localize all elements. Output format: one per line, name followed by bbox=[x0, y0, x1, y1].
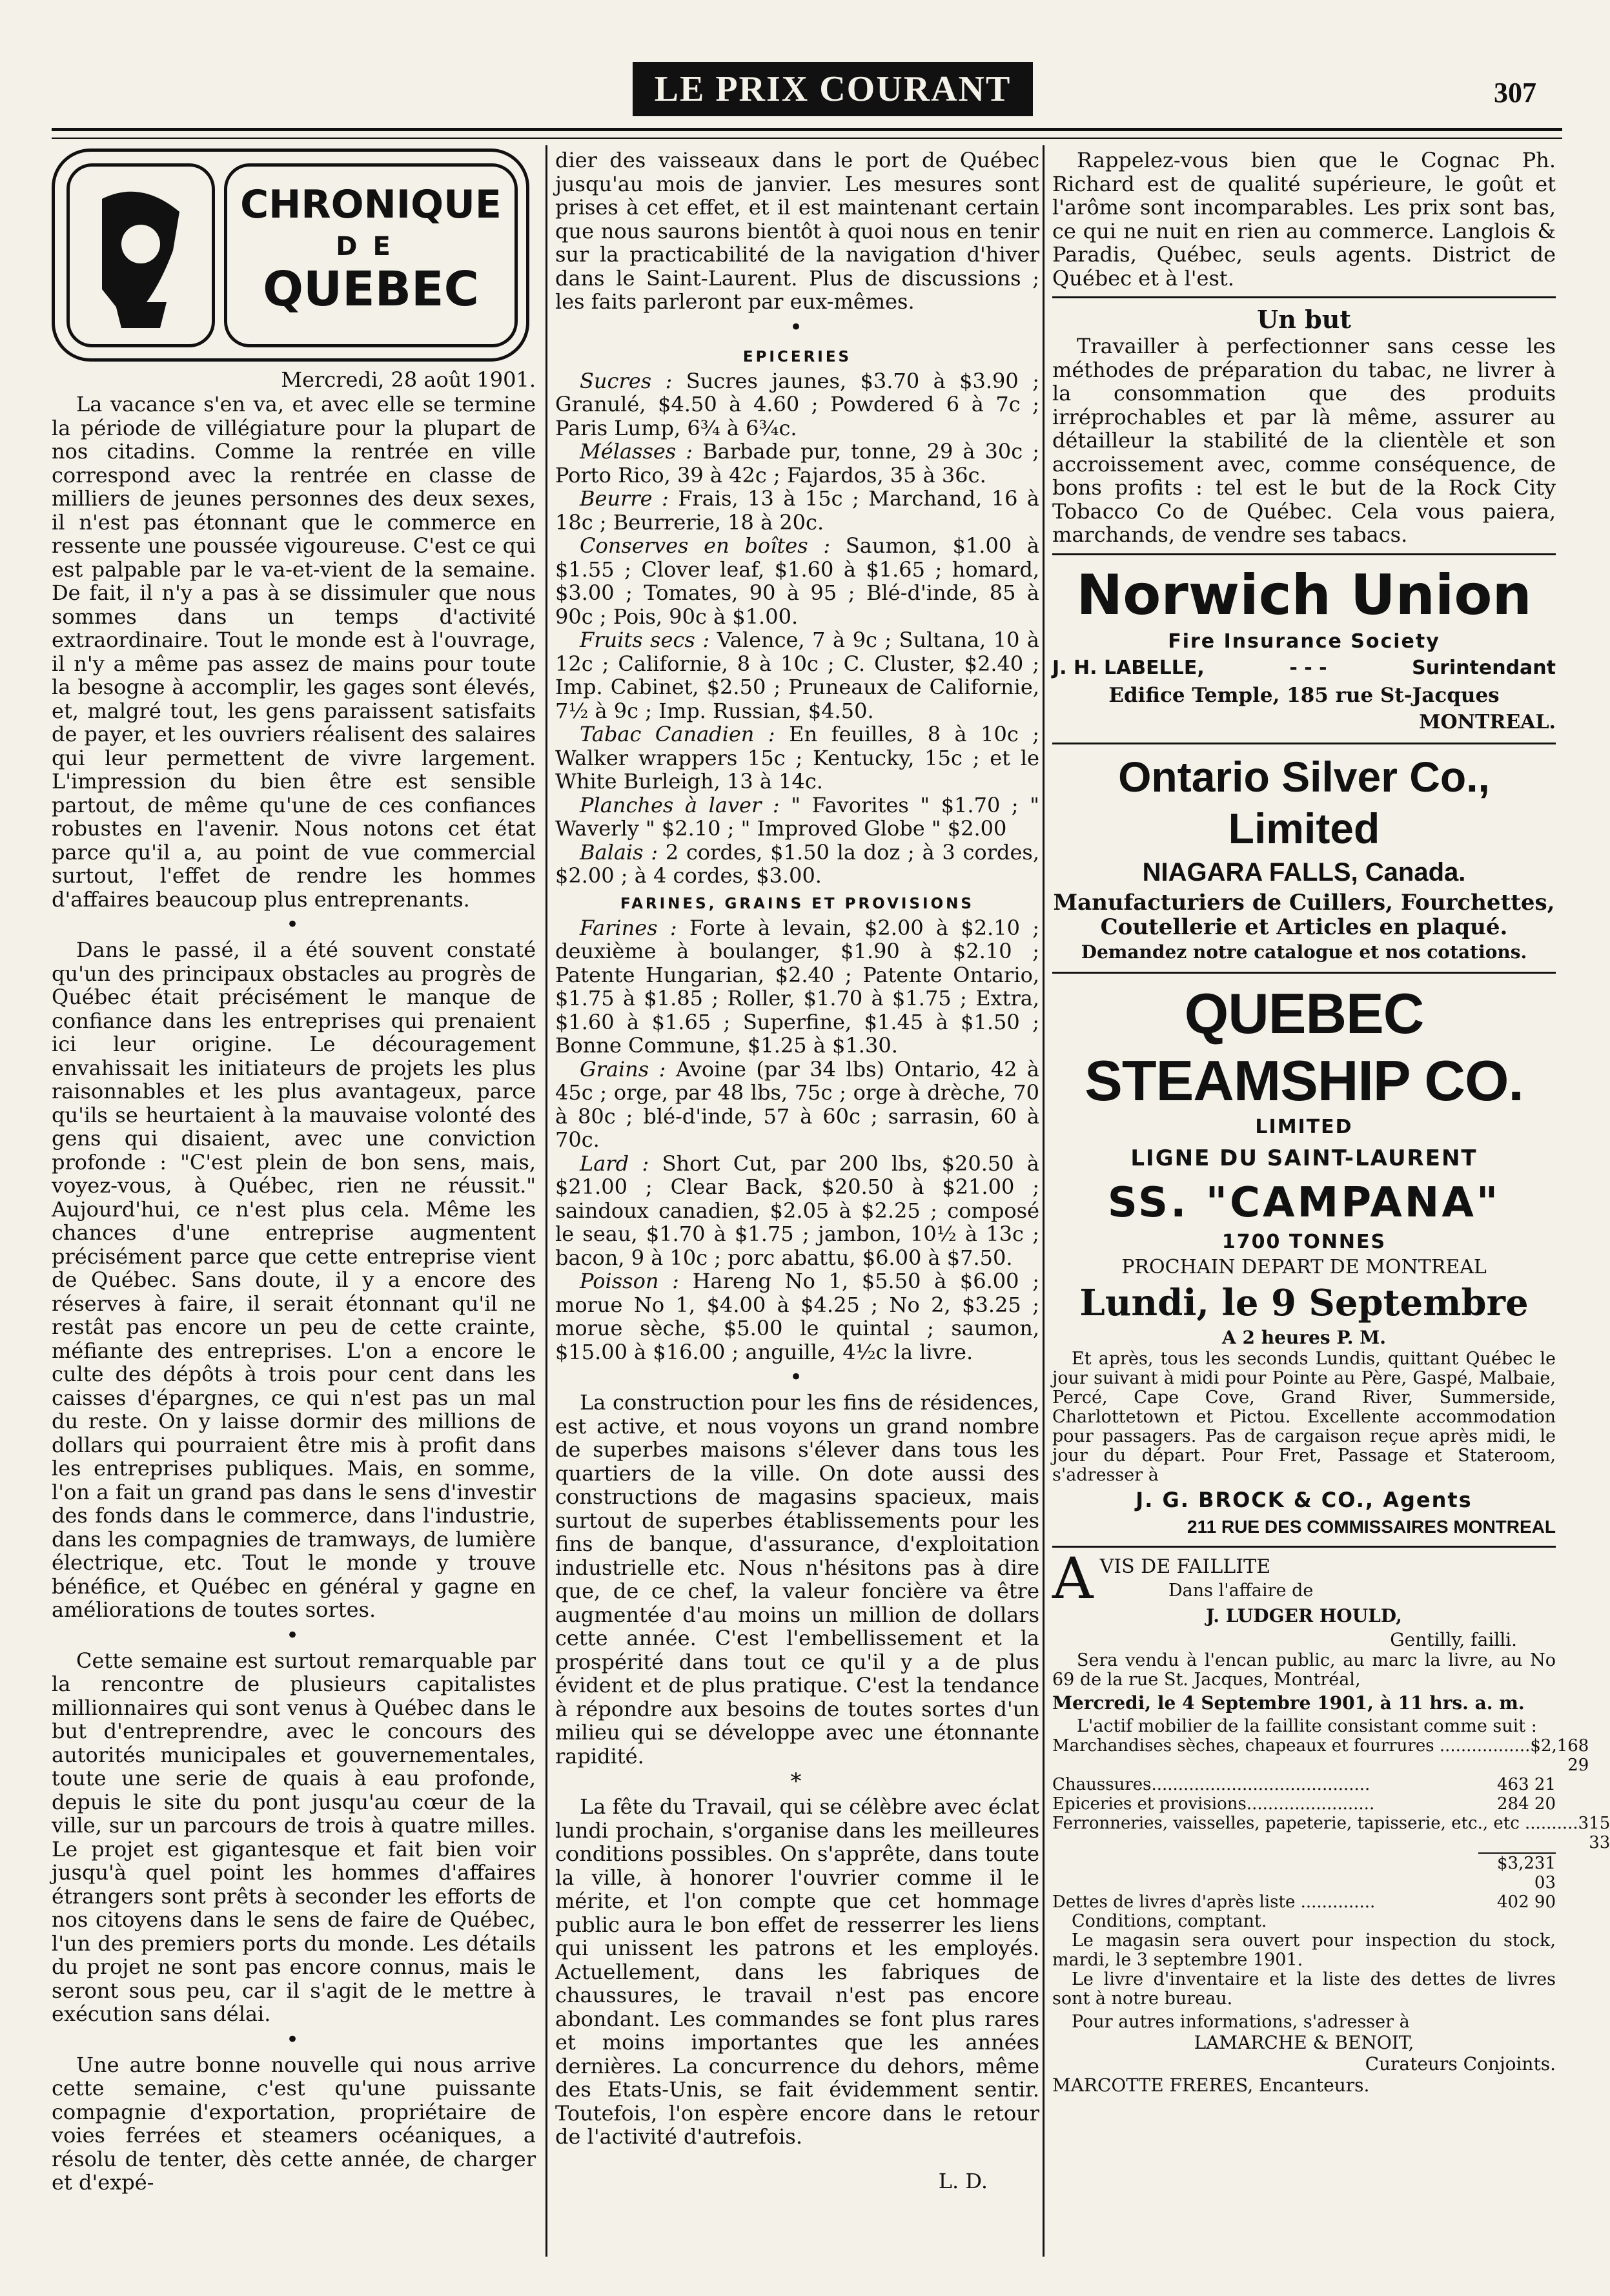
article-paragraph: La fête du Travail, qui se célèbre avec éclat lundi prochain, s'organise dans les meilleures conditions possibles. On s'apprête, dans toute la ville, à honorer l'ouvrier comme il le mérite, et l'on compte que cet hommage public aura le bon effet de resserrer les liens qui unissent les patrons et les employés. Actuellement, dans les fabriques de chaussures, le travail n'est pas encore abondant. Les commandes se font plus rares et moins importantes que les années dernières. La concurrence du dehors, même des Etats-Unis, se fait évidemment sentir. Toutefois, l'on espère encore dans le retour de l'activité d'autrefois. bbox=[555, 1794, 1039, 2149]
avis-place: Gentilly, failli. bbox=[1390, 1628, 1517, 1650]
masthead-rule bbox=[52, 128, 1562, 139]
divider bbox=[1052, 972, 1556, 974]
avis-vente: Sera vendu à l'encan public, au marc la livre, au No 69 de la rue St. Jacques, Montréal, bbox=[1052, 1650, 1556, 1690]
price-entry-text: En feuilles, 8 à 10c ; Walker wrappers 15c ; Kentucky, 15c ; et le White Burleigh, 13 à 14c. bbox=[555, 722, 1040, 794]
publication-title: LE PRIX COURANT bbox=[633, 62, 1033, 116]
divider bbox=[1052, 296, 1556, 298]
norwich-city: MONTREAL. bbox=[1419, 710, 1556, 733]
avis-livre: Le livre d'inventaire et la liste des dettes de livres sont à notre bureau. bbox=[1052, 1969, 1556, 2009]
separator: • bbox=[285, 1622, 302, 1648]
ontario-text: Manufacturiers de Cuillers, Fourchettes, Coutellerie et Articles en plaqué. bbox=[1053, 889, 1555, 940]
farines-list bbox=[555, 916, 1039, 1364]
avis-name: J. LUDGER HOULD, bbox=[1206, 1604, 1402, 1626]
price-entry-label: Poisson : bbox=[580, 1269, 679, 1293]
price-entry-text: Sucres jaunes, $3.70 à $3.90 ; Granulé, $4.50 à 4.60 ; Powdered 6 à 7c ; Paris Lump, 6¾ à 6¾c. bbox=[555, 368, 1039, 440]
price-entry bbox=[555, 1152, 1039, 1270]
price-entry bbox=[555, 723, 1039, 794]
masthead bbox=[52, 50, 1562, 128]
ontario-silver-ad bbox=[1052, 751, 1556, 965]
logo-line-1: CHRONIQUE bbox=[240, 182, 502, 227]
steamship-text: Et après, tous les seconds Lundis, quittant Québec le jour suivant à midi pour Pointe au Père, Gaspé, Malbaie, Percé, Cape Cove, Grand River, Summerside, Charlottetown et Pictou. Excellente accommodation pour passagers. Pas de cargaison reçue après midi, le jour du départ. Pour Fret, Passage et Stateroom, s'adresser à bbox=[1052, 1348, 1556, 1485]
logo-line-3: QUEBEC bbox=[263, 261, 479, 317]
price-entry bbox=[555, 628, 1039, 723]
column-divider bbox=[545, 145, 547, 2257]
inventory-value: 284 20 bbox=[1497, 1794, 1556, 1814]
price-entry-label: Grains : bbox=[580, 1056, 666, 1081]
price-entry bbox=[555, 794, 1039, 841]
inventory-label: Marchandises sèches, chapeaux et fourrures ................. bbox=[1052, 1736, 1531, 1756]
logo-line-2: DE bbox=[336, 232, 406, 261]
cognac-notice: Rappelez-vous bien que le Cognac Ph. Richard est de qualité supérieure, le goût et l'arôme sont incomparables. Les prix sont bas, ce qui ne nuit en rien au commerce. Langlois & Paradis, Québec, seuls agents. District de Québec et à l'est. bbox=[1052, 148, 1556, 291]
price-entry-label: Lard : bbox=[580, 1151, 649, 1176]
author-signature: L. D. bbox=[938, 2168, 988, 2193]
dettes-row: Dettes de livres d'après liste .............. 402 90 bbox=[1052, 1892, 1556, 1912]
column-1 bbox=[52, 149, 536, 2195]
avis-actif: L'actif mobilier de la faillite consistant comme suit : bbox=[1077, 1716, 1537, 1736]
steamship-date: Lundi, le 9 Septembre bbox=[1079, 1281, 1529, 1324]
section-heading-epiceries: EPICERIES bbox=[742, 348, 852, 365]
steamship-limited: LIMITED bbox=[1255, 1115, 1353, 1138]
separator: • bbox=[285, 2026, 302, 2053]
price-entry-label: Mélasses : bbox=[580, 439, 693, 464]
price-entry-text: Saumon, $1.00 à $1.55 ; Clover leaf, $1.60 à $1.65 ; homard, $3.00 ; Tomates, 90 à 95 ; Blé-d'inde, 85 à 90c ; Pois, 90c à $1.00. bbox=[555, 533, 1040, 629]
ontario-title: Ontario Silver Co., Limited bbox=[1118, 752, 1490, 852]
norwich-title: Norwich Union bbox=[1076, 562, 1532, 628]
section-heading-farines: FARINES, GRAINS ET PROVISIONS bbox=[620, 895, 974, 912]
avis-conditions: Conditions, comptant. bbox=[1072, 1911, 1267, 1931]
price-entry-label: Fruits secs : bbox=[580, 628, 710, 652]
divider bbox=[1052, 743, 1556, 744]
article-paragraph: La vacance s'en va, et avec elle se termine la période de villégiature pour la plupart de nos citadins. Comme la rentrée en ville correspond avec la rentrée en classe de milliers de jeunes personnes des deux sexes, il n'est pas étonnant que le commerce en ressente une poussée vigoureuse. C'est ce qui est palpable par le va-et-vient de la semaine. De fait, il n'y a pas à se dissimuler que nous sommes dans un temps d'activité extraordinaire. Tout le monde est à l'ouvrage, il n'y a même pas assez de mains pour toute la besogne à accomplir, les gages sont élevés, et, malgré tout, les gens paraissent satisfaits de payer, et les ouvriers réalisent des salaires qui leur permettent de vivre largement. L'impression du bien être est sensible partout, de même qu'une de ces confiances robustes en l'avenir. Nous notons cet état parce qu'il a, au point de vue commercial surtout, l'effet de rendre les hommes d'affaires beaucoup plus entreprenants. bbox=[52, 392, 536, 912]
price-entry-text: Frais, 13 à 15c ; Marchand, 16 à 18c ; Beurrerie, 18 à 20c. bbox=[555, 486, 1040, 535]
avis-dans: Dans l'affaire de bbox=[1168, 1580, 1314, 1601]
avis-curateurs: LAMARCHE & BENOIT, bbox=[1194, 2031, 1414, 2053]
ontario-cta: Demandez notre catalogue et nos cotations. bbox=[1081, 941, 1527, 963]
quebec-steamship-ad bbox=[1052, 980, 1556, 1539]
price-entry-label: Conserves en boîtes : bbox=[580, 533, 831, 558]
steamship-ligne: LIGNE DU SAINT-LAURENT bbox=[1130, 1145, 1478, 1171]
avis-date: Mercredi, le 4 Septembre 1901, à 11 hrs. a. m. bbox=[1052, 1692, 1525, 1714]
inventory-row bbox=[1052, 1813, 1610, 1852]
norwich-union-ad bbox=[1052, 562, 1556, 736]
ontario-city: NIAGARA FALLS, Canada. bbox=[1142, 857, 1466, 887]
price-entry bbox=[555, 916, 1039, 1058]
avis-inspection: Le magasin sera ouvert pour inspection du stock, mardi, le 3 septembre 1901. bbox=[1052, 1930, 1556, 1970]
price-entry-text: Barbade pur, tonne, 29 à 30c ; Porto Rico, 39 à 42c ; Fajardos, 35 à 36c. bbox=[555, 439, 1040, 487]
norwich-contact-row: J. H. LABELLE, - - - Surintendant bbox=[1052, 656, 1556, 679]
price-entry-text: Short Cut, par 200 lbs, $20.50 à $21.00 ; Clear Back, $20.50 à $21.00 ; saindoux canadien, $2.05 à $2.25 ; composé le seau, $1.70 à $1.75 ; jambon, 10½ à 13c ; bacon, 9 à 10c ; porc abattu, $6.00 à $7.50. bbox=[555, 1151, 1040, 1270]
inventory-row bbox=[1052, 1736, 1589, 1775]
divider bbox=[1052, 553, 1556, 555]
separator: * bbox=[790, 1768, 804, 1794]
price-entry-text: " Favorites " $1.70 ; " Waverly " $2.10 ; " Improved Globe " $2.00 bbox=[555, 792, 1040, 841]
column-2 bbox=[555, 149, 1039, 2194]
column-3 bbox=[1052, 148, 1610, 2096]
article-paragraph: La construction pour les fins de résidences, est active, et nous voyons un grand nombre de superbes maisons s'élever dans tous les quartiers de la ville. On dote aussi des constructions de magasins spacieux, mais surtout de superbes établissements pour les fins de banque, d'assurance, d'exploitation industrielle etc. Nous n'hésitons pas à dire que, de ce chef, la valeur foncière va être augmentée d'au moins un million de dollars cette année. C'est l'embellissement et la prospérité dans tout ce qu'il y a de plus évident et de plus pratique. C'est la tendance à répondre aux besoins de toutes sortes d'un milieu qui se développe avec une étonnante rapidité. bbox=[555, 1390, 1039, 1768]
dateline: Mercredi, 28 août 1901. bbox=[281, 367, 536, 392]
price-entry bbox=[555, 1058, 1039, 1152]
price-entry bbox=[555, 369, 1039, 440]
price-entry-label: Beurre : bbox=[580, 486, 669, 511]
un-but-title: Un but bbox=[1257, 305, 1351, 334]
price-entry-text: Hareng No 1, $5.50 à $6.00 ; morue No 1, $4.00 à $4.25 ; No 2, $3.25 ; morue sèche, $5.00 le quintal ; saumon, $15.00 à $16.00 ; anguille, 4½c la livre. bbox=[555, 1269, 1040, 1364]
steamship-depart: PROCHAIN DEPART DE MONTREAL bbox=[1121, 1255, 1487, 1278]
article-paragraph: dier des vaisseaux dans le port de Québec jusqu'au mois de janvier. Les mesures sont prises à cet effet, et il est maintenant certain que nous saurons bientôt à quoi nous en tenir sur la practicabilité de la navigation d'hiver dans le Saint-Laurent. Plus de discussions ; les faits parleront par eux-mêmes. bbox=[555, 148, 1039, 314]
page-number: 307 bbox=[1494, 77, 1536, 108]
avis-title: VIS DE FAILLITE bbox=[1099, 1555, 1270, 1578]
separator: • bbox=[789, 1364, 806, 1390]
inventory-row bbox=[1052, 1794, 1556, 1814]
price-entry bbox=[555, 534, 1039, 628]
steamship-title: QUEBEC STEAMSHIP CO. bbox=[1085, 981, 1523, 1112]
inventory-label: Chaussures......................................... bbox=[1052, 1774, 1371, 1794]
inventory-label: Ferronneries, vaisselles, papeterie, tapisserie, etc., etc .......... bbox=[1052, 1813, 1578, 1833]
price-entry bbox=[555, 487, 1039, 534]
norwich-subtitle: Fire Insurance Society bbox=[1168, 630, 1440, 653]
price-entry bbox=[555, 841, 1039, 888]
price-entry-text: 2 cordes, $1.50 la doz ; à 3 cordes, $2.00 ; à 4 cordes, $3.00. bbox=[555, 839, 1040, 888]
inventory-value: 315 33 bbox=[1578, 1813, 1610, 1852]
separator: • bbox=[789, 314, 806, 340]
price-entry-text: Avoine (par 34 lbs) Ontario, 42 à 45c ; orge, par 48 lbs, 75c ; orge à drèche, 70 à 80c ; blé-d'inde, 57 à 60c ; sarrasin, 60 à 70c. bbox=[555, 1056, 1040, 1152]
steamship-address: 211 RUE DES COMMISSAIRES MONTREAL bbox=[1187, 1516, 1556, 1537]
price-entry-label: Tabac Canadien : bbox=[580, 722, 775, 746]
avis-info: Pour autres informations, s'adresser à bbox=[1072, 2011, 1410, 2032]
inventory-label: Epiceries et provisions........................ bbox=[1052, 1794, 1375, 1814]
price-entry-label: Balais : bbox=[580, 839, 658, 865]
avis-encanteurs: MARCOTTE FRERES, Encanteurs. bbox=[1052, 2074, 1370, 2096]
steamship-tonnes: 1700 TONNES bbox=[1221, 1230, 1387, 1253]
inventory-row bbox=[1052, 1775, 1556, 1794]
inventory-value: $2,168 29 bbox=[1530, 1736, 1589, 1775]
price-entry bbox=[555, 1269, 1039, 1364]
steamship-agent: J. G. BROCK & CO., Agents bbox=[1136, 1487, 1472, 1512]
article-paragraph: Cette semaine est surtout remarquable par la rencontre de plusieurs capitalistes millionnaires qui sont venus à Québec dans le but d'entreprendre, avec le concours des autorités municipales et gouvernementales, toute une serie de quais à eau profonde, depuis le site du pont jusqu'au cœur de la ville, sur un parcours de trois à quatre milles. Le projet est gigantesque et fait bien voir jusqu'à quel point les hommes d'affaires étrangers sont prêts à seconder les efforts de nos citoyens dans le sens de faire de Québec, l'un des premiers ports du monde. Les détails du projet ne sont pas encore connus, mais le seront sous peu, car il s'agit de le mettre à exécution sans délai. bbox=[52, 1648, 536, 2026]
steamship-time: A 2 heures P. M. bbox=[1222, 1326, 1386, 1348]
article-paragraph: Dans le passé, il a été souvent constaté qu'un des principaux obstacles au progrès de Québec était précisément le manque de confiance dans les entreprises qui prenaient ici leur origine. Le découragement envahissait les initiateurs de projets les plus raisonnables et les plus avantageux, parce qu'ils se heurtaient à la mauvaise volonté des gens qui disaient, avec une conviction profonde : "C'est plein de bon sens, mais, voyez-vous, à Québec, rien ne réussit." Aujourd'hui, ce n'est plus cela. Même les chances d'une entreprise augmentent précisément parce que cette entreprise vient de Québec. Sans doute, il y a encore des réserves à faire, il serait étonnant qu'il ne restât pas encore un peu de cette crainte, méfiante des entreprises. L'on a encore le culte des dépôts à trois pour cent dans les caisses d'épargnes, ce qui n'est pas un mal du reste. On y laisse dormir des millions de dollars qui pourraient être mis à profit dans les entreprises publiques. Mais, en somme, l'on a fait un grand pas dans le sens d'investir des fonds dans le commerce, dans l'industrie, dans les compagnies de tramways, de lumière électrique, etc. Tout le monde y trouve bénéfice, et Québec en général y gagne en améliorations de toutes sortes. bbox=[52, 938, 536, 1622]
price-entry-label: Farines : bbox=[580, 915, 677, 940]
price-entry-text: Forte à levain, $2.00 à $2.10 ; deuxième à boulanger, $1.90 à $2.10 ; Patente Hungarian, $2.40 ; Patente Ontario, $1.75 à $1.85 ; Roller, $1.70 à $1.75 ; Extra, $1.60 à $1.65 ; Superfine, $1.45 à $1.50 ; Bonne Commune, $1.25 à $1.30. bbox=[555, 915, 1040, 1058]
column-divider bbox=[1043, 145, 1044, 2257]
price-entry bbox=[555, 440, 1039, 487]
price-entry-label: Planches à laver : bbox=[580, 792, 780, 817]
inventory-total-row: $3,231 03 bbox=[1052, 1852, 1556, 1892]
epiceries-list bbox=[555, 369, 1039, 888]
steamship-ship-name: SS. "CAMPANA" bbox=[1107, 1178, 1501, 1227]
separator: • bbox=[285, 912, 302, 938]
avis-drop-cap: A bbox=[1052, 1544, 1094, 1612]
price-entry-label: Sucres : bbox=[580, 368, 673, 393]
article-paragraph: Une autre bonne nouvelle qui nous arrive cette semaine, c'est qu'une puissante compagnie d'exportation, propriétaire de voies ferrées et steamers océaniques, a résolu de tenter, dès cette année, de charger et d'expé- bbox=[52, 2052, 536, 2195]
avis-de-faillite bbox=[1052, 1544, 1610, 2096]
emblem-icon bbox=[66, 163, 215, 347]
logo-text bbox=[224, 163, 518, 347]
chronique-logo bbox=[52, 149, 529, 362]
inventory-value: 463 21 bbox=[1497, 1774, 1556, 1794]
un-but-text: Travailler à perfectionner sans cesse les méthodes de préparation du tabac, ne livrer à la consommation que des produits irréprochables et par là même, assurer au détailleur la stabilité de la clientèle et son accroissement avec, comme conséquence, de bons profits : tel est le but de la Rock City Tobacco Co de Québec. Cela vous paiera, marchands, de vendre ses tabacs. bbox=[1052, 334, 1556, 547]
price-entry-text: Valence, 7 à 9c ; Sultana, 10 à 12c ; Californie, 8 à 10c ; C. Cluster, $2.40 ; Imp. Cabinet, $2.50 ; Pruneaux de Californie, 7½ à 9c ; Imp. Russian, $4.50. bbox=[555, 628, 1040, 723]
norwich-address: Edifice Temple, 185 rue St-Jacques bbox=[1108, 683, 1500, 707]
inventory-list bbox=[1052, 1736, 1610, 1852]
divider bbox=[1052, 1546, 1556, 1548]
avis-curateurs-role: Curateurs Conjoints. bbox=[1365, 2053, 1556, 2075]
